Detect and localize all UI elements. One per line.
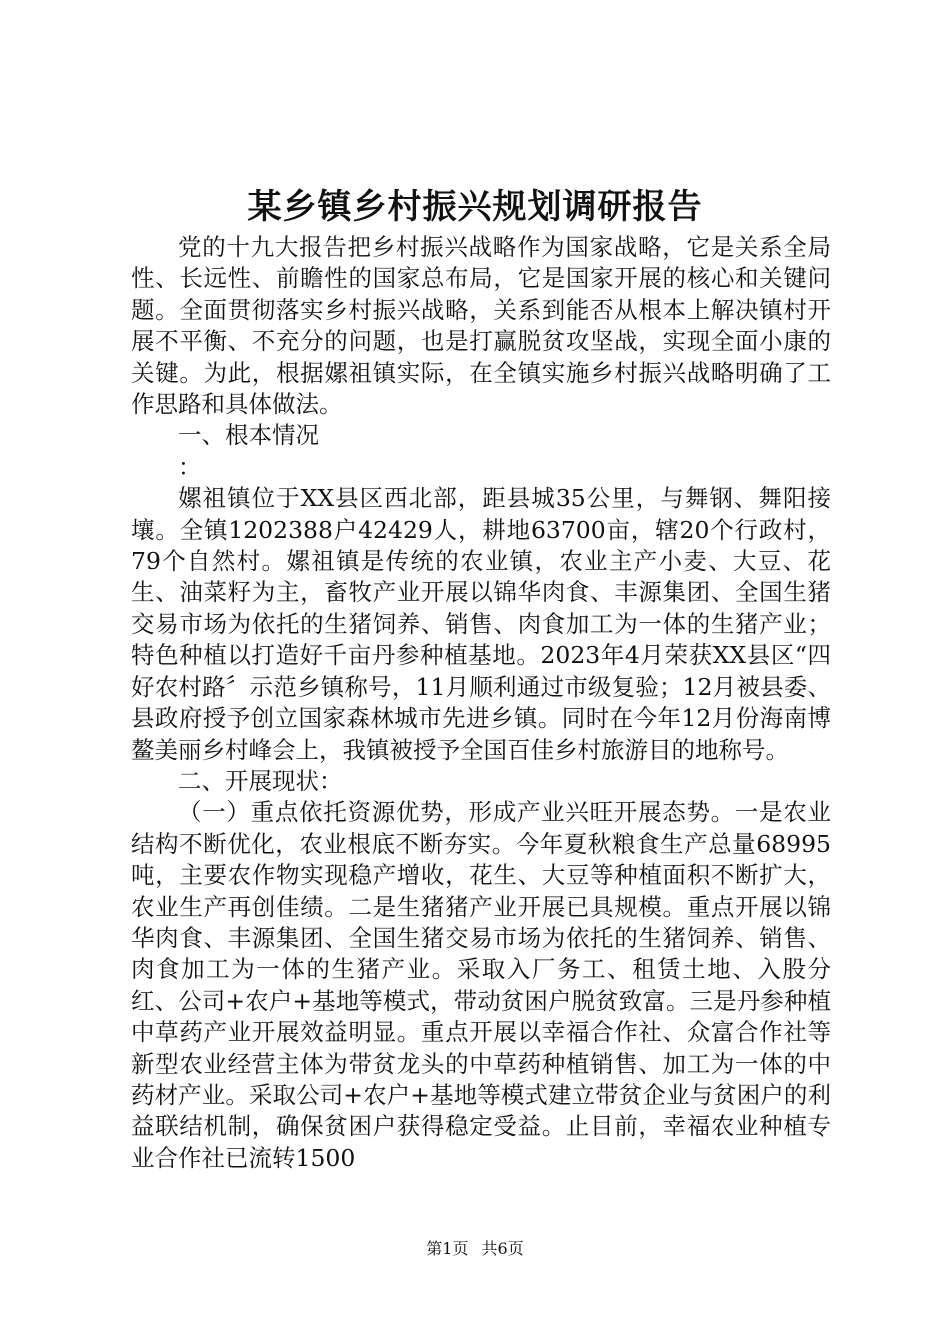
colon-line: ：	[178, 452, 202, 481]
intro-paragraph: 党的十九大报告把乡村振兴战略作为国家战略，它是关系全局性、长远性、前瞻性的国家总布局，它是国家开展的核心和关键问题。全面贯彻落实乡村振兴战略，关系到能否从根本上解决镇村开展不平衡、不充分的问题，也是打赢脱贫攻坚战，实现全面小康的关键。为此，根据嫘祖镇实际，在全镇实施乡村振兴战略明确了工作思路和具体做法。	[131, 233, 831, 419]
development-status-paragraph: （一）重点依托资源优势，形成产业兴旺开展态势。一是农业结构不断优化，农业根底不断夯实。今年夏秋粮食生产总量68995吨，主要农作物实现稳产增收，花生、大豆等种植面积不断扩大，农业生产再创佳绩。二是生猪猪产业开展已具规模。重点开展以锦华肉食、丰源集团、全国生猪交易市场为依托的生猪饲养、销售、肉食加工为一体的生猪产业。采取入厂务工、租赁土地、入股分红、公司+农户+基地等模式，带动贫困户脱贫致富。三是丹参种植中草药产业开展效益明显。重点开展以幸福合作社、众富合作社等新型农业经营主体为带贫龙头的中草药种植销售、加工为一体的中药材产业。采取公司+农户+基地等模式建立带贫企业与贫困户的利益联结机制，确保贫困户获得稳定受益。止目前，幸福农业种植专业合作社已流转1500	[131, 798, 831, 1172]
section-heading-basic-situation: 一、根本情况	[178, 421, 319, 450]
page-number-current: 第1页	[426, 1239, 469, 1258]
document-body	[131, 232, 831, 1174]
page-number-total: 共6页	[481, 1239, 524, 1258]
page-footer	[0, 1238, 950, 1260]
basic-situation-paragraph: 嫘祖镇位于XX县区西北部，距县城35公里，与舞钢、舞阳接壤。全镇1202388户42429人，耕地63700亩，辖20个行政村，79个自然村。嫘祖镇是传统的农业镇，农业主产小麦、大豆、花生、油菜籽为主，畜牧产业开展以锦华肉食、丰源集团、全国生猪交易市场为依托的生猪饲养、销售、肉食加工为一体的生猪产业；特色种植以打造好千亩丹参种植基地。2023年4月荣获XX县区“四好农村路〞示范乡镇称号，11月顺利通过市级复验；12月被县委、县政府授予创立国家森林城市先进乡镇。同时在今年12月份海南博鳌美丽乡村峰会上，我镇被授予全国百佳乡村旅游目的地称号。	[131, 484, 831, 764]
document-title: 某乡镇乡村振兴规划调研报告	[247, 187, 703, 227]
section-heading-development-status: 二、开展现状：	[178, 766, 343, 795]
